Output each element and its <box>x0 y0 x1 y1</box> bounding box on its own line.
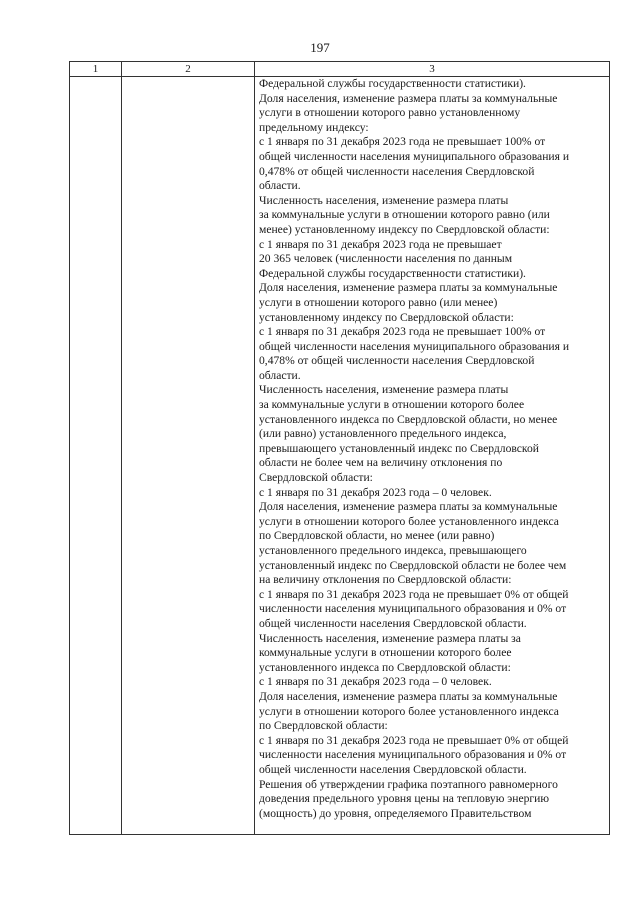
text-line: Доля населения, изменение размера платы за коммунальные <box>259 91 558 105</box>
text-line: за коммунальные услуги в отношении которого более <box>259 398 525 412</box>
text-line: с 1 января по 31 декабря 2023 года не превышает 0% от общей <box>259 587 569 601</box>
text-line: с 1 января по 31 декабря 2023 года – 0 человек. <box>259 485 492 499</box>
text-line: менее) установленному индексу по Свердловской области: <box>259 222 550 236</box>
document-table <box>69 61 610 835</box>
column-3-text <box>255 77 609 834</box>
text-line: 0,478% от общей численности населения Свердловской <box>259 164 535 178</box>
text-line: области. <box>259 368 301 382</box>
text-line: (мощность) до уровня, определяемого Правительством <box>259 806 532 820</box>
column-1-cell <box>70 77 122 835</box>
text-line: общей численности населения муниципального образования и <box>259 339 570 353</box>
text-line: услуги в отношении которого более установленного индекса <box>259 514 559 528</box>
text-line: по Свердловской области, но менее (или равно) <box>259 529 495 543</box>
column-header-1: 1 <box>70 62 122 77</box>
text-line: Численность населения, изменение размера платы <box>259 383 509 397</box>
text-line: установленного индекса по Свердловской области, но менее <box>259 412 558 426</box>
text-line: с 1 января по 31 декабря 2023 года не превышает 100% от <box>259 135 546 149</box>
text-line: Федеральной службы государственности статистики). <box>259 266 526 280</box>
table-body-row <box>70 77 610 835</box>
text-line: установленный индекс по Свердловской области не более чем <box>259 558 567 572</box>
page-number: 197 <box>310 40 330 55</box>
text-line: превышающего установленный индекс по Свердловской <box>259 441 539 455</box>
text-line: с 1 января по 31 декабря 2023 года не превышает 0% от общей <box>259 733 569 747</box>
text-line: численности населения муниципального образования и 0% от <box>259 748 567 762</box>
text-line: установленного индекса по Свердловской области: <box>259 660 511 674</box>
text-line: на величину отклонения по Свердловской области: <box>259 573 512 587</box>
text-line: услуги в отношении которого равно установленному <box>259 106 521 120</box>
text-line: с 1 января по 31 декабря 2023 года не превышает 100% от <box>259 325 546 339</box>
column-header-3: 3 <box>255 62 610 77</box>
text-line: по Свердловской области: <box>259 719 388 733</box>
text-line: установленному индексу по Свердловской области: <box>259 310 514 324</box>
text-line: предельному индексу: <box>259 120 369 134</box>
text-line: Доля населения, изменение размера платы за коммунальные <box>259 689 558 703</box>
text-line: с 1 января по 31 декабря 2023 года – 0 человек. <box>259 675 492 689</box>
text-line: общей численности населения Свердловской области. <box>259 616 527 630</box>
text-line: Доля населения, изменение размера платы за коммунальные <box>259 500 558 514</box>
text-line: области не более чем на величину отклонения по <box>259 456 503 470</box>
text-line: (или равно) установленного предельного индекса, <box>259 427 507 441</box>
text-line: общей численности населения муниципального образования и <box>259 149 570 163</box>
text-line: Решения об утверждении графика поэтапного равномерного <box>259 777 558 791</box>
text-line: Численность населения, изменение размера платы <box>259 193 509 207</box>
text-line: Федеральной службы государственности статистики). <box>259 77 526 90</box>
text-line: области. <box>259 179 301 193</box>
text-line: с 1 января по 31 декабря 2023 года не превышает <box>259 237 502 251</box>
column-header-2: 2 <box>122 62 255 77</box>
text-line: численности населения муниципального образования и 0% от <box>259 602 567 616</box>
column-2-cell <box>122 77 255 835</box>
text-line: 20 365 человек (численности населения по данным <box>259 252 513 266</box>
text-line: установленного предельного индекса, превышающего <box>259 544 527 557</box>
text-line: Доля населения, изменение размера платы за коммунальные <box>259 281 558 295</box>
text-line: 0,478% от общей численности населения Свердловской <box>259 354 535 368</box>
text-line: услуги в отношении которого равно (или менее) <box>259 295 498 309</box>
column-3-cell <box>255 77 610 835</box>
table-header-row <box>70 62 610 77</box>
text-line: коммунальные услуги в отношении которого более <box>259 646 512 660</box>
text-line: услуги в отношении которого более установленного индекса <box>259 704 559 718</box>
text-line: Численность населения, изменение размера платы за <box>259 631 521 645</box>
text-line: за коммунальные услуги в отношении которого равно (или <box>259 208 550 222</box>
text-line: Свердловской области: <box>259 471 373 485</box>
text-line: доведения предельного уровня цены на тепловую энергию <box>259 792 550 806</box>
text-line: общей численности населения Свердловской области. <box>259 762 527 776</box>
